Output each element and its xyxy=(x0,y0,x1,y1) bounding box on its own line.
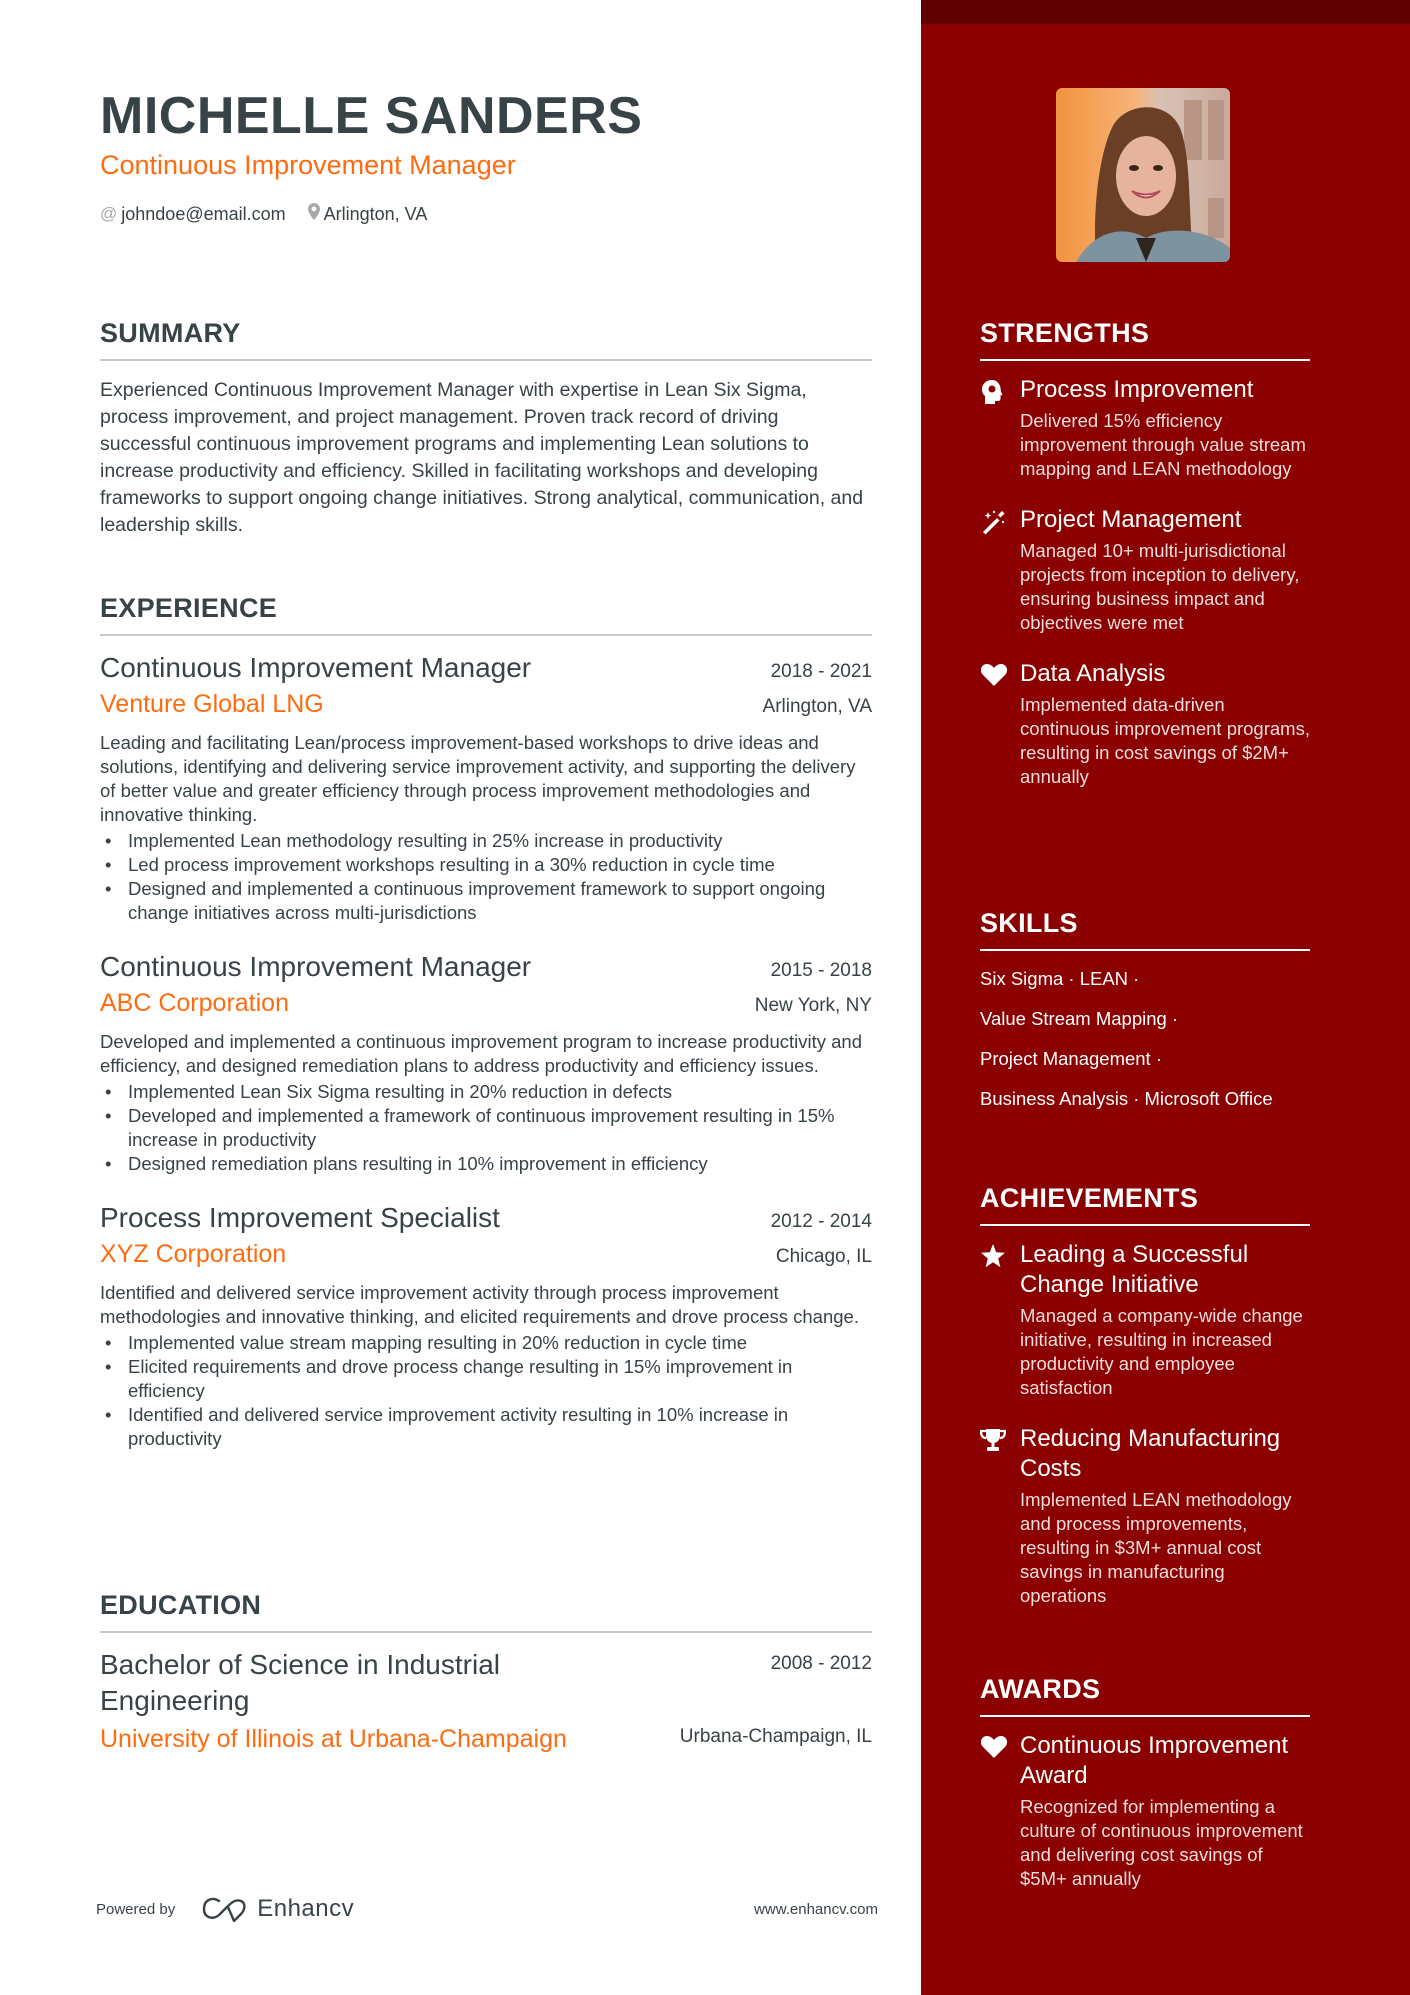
map-pin-icon xyxy=(308,203,320,225)
bullet-item: • Implemented Lean Six Sigma resulting in 20% reduction in defects xyxy=(100,1080,872,1104)
job-entry xyxy=(100,1202,872,1451)
strength-title: Data Analysis xyxy=(1020,660,1166,687)
job-title: Continuous Improvement Manager xyxy=(100,652,532,683)
job-dates: 2012 - 2014 xyxy=(770,1211,872,1232)
email-text[interactable]: johndoe@email.com xyxy=(121,203,286,224)
bullet-item: • Identified and delivered service improvement activity resulting in 10% increase in productivity xyxy=(100,1403,872,1451)
website-link[interactable]: www.enhancv.com xyxy=(754,1900,878,1918)
bullet-item: • Implemented value stream mapping resulting in 20% reduction in cycle time xyxy=(100,1331,872,1355)
award-item xyxy=(980,1731,1310,1891)
powered-by xyxy=(96,1895,354,1923)
achievement-item xyxy=(980,1424,1310,1608)
job-location: New York, NY xyxy=(754,995,872,1016)
bullet-item: • Developed and implemented a framework of continuous improvement resulting in 15% increase in productivity xyxy=(100,1104,872,1152)
strength-item xyxy=(980,659,1310,789)
location-item xyxy=(308,203,428,225)
job-company: ABC Corporation xyxy=(100,989,289,1017)
heart-icon xyxy=(980,659,1020,789)
edu-dates: 2008 - 2012 xyxy=(770,1653,872,1674)
skills-heading: SKILLS xyxy=(980,908,1310,951)
summary-text: Experienced Continuous Improvement Manager with expertise in Lean Six Sigma, process improvement, and project management. Proven track record of driving successful continuous improvement programs and implementing Lean solutions to increase productivity and efficiency. Skilled in facilitating workshops and developing frameworks to support ongoing change initiatives. Strong analytical, communication, and leadership skills. xyxy=(100,379,864,536)
head-brain-icon xyxy=(980,375,1020,481)
strength-description: Delivered 15% efficiency improvement through value stream mapping and LEAN methodology xyxy=(1020,410,1306,479)
footer xyxy=(96,1895,878,1923)
bullet-item: • Led process improvement workshops resulting in a 30% reduction in cycle time xyxy=(100,853,872,877)
job-company: XYZ Corporation xyxy=(100,1240,287,1268)
bullet-item: • Elicited requirements and drove process change resulting in 15% improvement in efficiency xyxy=(100,1355,872,1403)
edu-location: Urbana-Champaign, IL xyxy=(679,1726,872,1747)
skills-list xyxy=(980,967,1310,1111)
job-description: Developed and implemented a continuous improvement program to increase productivity and efficiency, and designed remediation plans to address productivity and efficiency issues. xyxy=(100,1031,863,1076)
job-bullets xyxy=(100,1331,872,1451)
summary-heading: SUMMARY xyxy=(100,318,872,361)
strength-description: Managed 10+ multi-jurisdictional projects from inception to delivery, ensuring business impact and objectives were met xyxy=(1020,540,1300,633)
bullet-item: • Implemented Lean methodology resulting in 25% increase in productivity xyxy=(100,829,872,853)
job-bullets xyxy=(100,829,872,925)
awards-heading: AWARDS xyxy=(980,1674,1310,1717)
skill-line: Project Management · xyxy=(980,1048,1163,1069)
strength-description: Implemented data-driven continuous improvement programs, resulting in cost savings of $2M+ annually xyxy=(1020,694,1310,787)
awards-section xyxy=(980,1674,1310,1891)
achievement-title: Leading a Successful Change Initiative xyxy=(1020,1241,1249,1298)
bullet-item: • Designed remediation plans resulting in 10% improvement in efficiency xyxy=(100,1152,872,1176)
achievement-item xyxy=(980,1240,1310,1400)
summary-section xyxy=(100,318,872,539)
job-description: Leading and facilitating Lean/process improvement-based workshops to drive ideas and solutions, identifying and delivering service improvement activity, and supporting the delivery of better value and greater efficiency through process improvement methodologies and innovative thinking. xyxy=(100,732,856,825)
achievement-description: Implemented LEAN methodology and process improvements, resulting in $3M+ annual cost savings in manufacturing operations xyxy=(1020,1489,1292,1606)
email-item[interactable] xyxy=(100,204,286,225)
award-title: Continuous Improvement Award xyxy=(1020,1732,1289,1789)
heart-icon xyxy=(980,1731,1020,1891)
skill-line: Six Sigma · LEAN · xyxy=(980,968,1140,989)
job-dates: 2018 - 2021 xyxy=(770,661,872,682)
job-dates: 2015 - 2018 xyxy=(770,960,872,981)
education-section xyxy=(100,1590,872,1754)
job-title: Process Improvement Specialist xyxy=(100,1202,500,1233)
skills-section xyxy=(980,908,1310,1127)
strength-title: Process Improvement xyxy=(1020,376,1254,403)
achievements-section xyxy=(980,1183,1310,1608)
candidate-title: Continuous Improvement Manager xyxy=(100,150,516,180)
job-bullets xyxy=(100,1080,872,1176)
strength-item xyxy=(980,375,1310,481)
bullet-item: • Designed and implemented a continuous improvement framework to support ongoing change initiatives across multi-jurisdictions xyxy=(100,877,872,925)
job-location: Arlington, VA xyxy=(762,696,872,717)
enhancv-logo[interactable] xyxy=(201,1895,354,1923)
skill-line: Value Stream Mapping · xyxy=(980,1008,1179,1029)
strength-item xyxy=(980,505,1310,635)
candidate-name: MICHELLE SANDERS xyxy=(100,87,643,145)
star-icon xyxy=(980,1240,1020,1400)
enhancv-logo-icon xyxy=(201,1896,249,1922)
profile-photo xyxy=(1056,88,1230,262)
job-entry xyxy=(100,652,872,925)
job-company: Venture Global LNG xyxy=(100,690,324,718)
powered-by-label: Powered by xyxy=(96,1900,176,1918)
experience-section xyxy=(100,593,872,1451)
job-entry xyxy=(100,951,872,1176)
trophy-icon xyxy=(980,1424,1020,1608)
edu-school: University of Illinois at Urbana-Champaign xyxy=(100,1725,567,1753)
job-description: Identified and delivered service improvement activity through process improvement methodologies and innovative thinking, and elicited requirements and drove process change. xyxy=(100,1282,859,1327)
achievement-title: Reducing Manufacturing Costs xyxy=(1020,1425,1281,1482)
achievements-heading: ACHIEVEMENTS xyxy=(980,1183,1310,1226)
magic-wand-icon xyxy=(980,505,1020,635)
sidebar-top-band xyxy=(921,0,1410,24)
strengths-heading: STRENGTHS xyxy=(980,318,1310,361)
location-text: Arlington, VA xyxy=(323,203,428,224)
achievement-description: Managed a company-wide change initiative, resulting in increased productivity and employee satisfaction xyxy=(1020,1305,1303,1398)
strengths-section xyxy=(980,318,1310,789)
job-title: Continuous Improvement Manager xyxy=(100,951,532,982)
job-location: Chicago, IL xyxy=(775,1246,872,1267)
experience-heading: EXPERIENCE xyxy=(100,593,872,636)
education-heading: EDUCATION xyxy=(100,1590,872,1633)
strength-title: Project Management xyxy=(1020,506,1242,533)
edu-degree: Bachelor of Science in Industrial Engineering xyxy=(100,1649,500,1716)
brand-name: Enhancv xyxy=(257,1895,355,1922)
skill-line: Business Analysis · Microsoft Office xyxy=(980,1088,1273,1109)
at-icon: @ xyxy=(100,204,118,223)
award-description: Recognized for implementing a culture of continuous improvement and delivering cost savings of $5M+ annually xyxy=(1020,1796,1303,1889)
contact-info xyxy=(100,203,449,225)
